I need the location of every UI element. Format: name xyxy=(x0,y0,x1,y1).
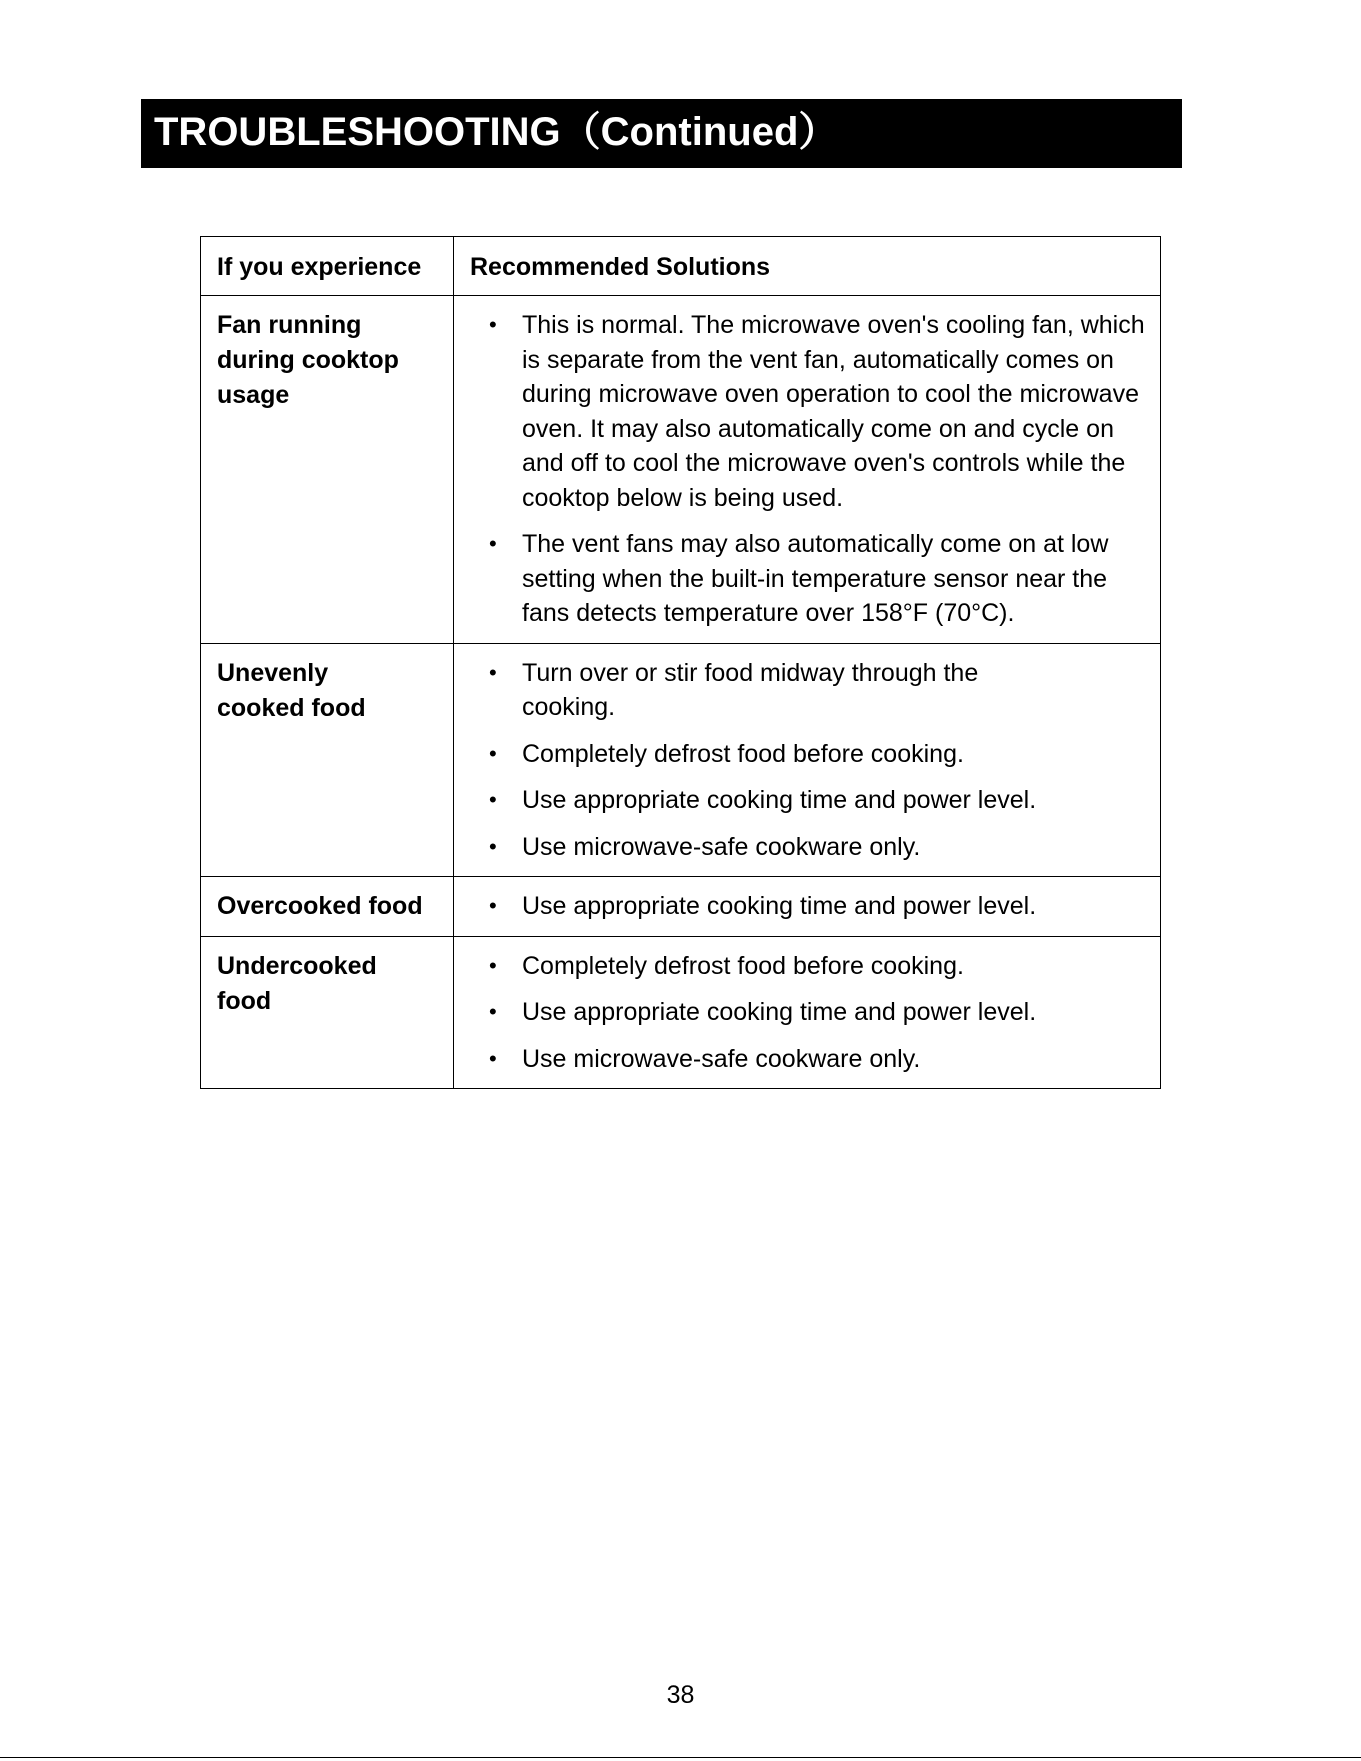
problem-text: Unevenly cooked food xyxy=(217,658,366,722)
table-row xyxy=(201,877,1161,937)
solutions-cell xyxy=(454,643,1161,877)
column-header-problem: If you experience xyxy=(201,237,454,296)
solution-list xyxy=(470,949,1148,1077)
solutions-cell xyxy=(454,936,1161,1089)
bullet-icon: • xyxy=(489,787,497,812)
solution-item xyxy=(470,995,1148,1030)
bullet-icon: • xyxy=(489,952,497,978)
problem-cell xyxy=(201,877,454,937)
solution-text: Use appropriate cooking time and power level. xyxy=(522,892,1037,920)
table-row xyxy=(201,296,1161,644)
solution-text: Use appropriate cooking time and power level. xyxy=(522,786,1037,814)
solution-list xyxy=(470,308,1148,631)
bullet-icon: • xyxy=(489,740,497,766)
solution-item xyxy=(470,737,1148,772)
solution-text: Use appropriate cooking time and power level. xyxy=(522,998,1037,1026)
solution-text: Use microwave-safe cookware only. xyxy=(522,832,921,861)
solution-text: Use microwave-safe cookware only. xyxy=(522,1044,921,1073)
bullet-icon: • xyxy=(489,999,497,1024)
solution-list xyxy=(470,656,1148,865)
bullet-icon: • xyxy=(489,531,497,556)
solution-item xyxy=(470,783,1148,818)
table-row xyxy=(201,643,1161,877)
bottom-divider xyxy=(0,1757,1361,1758)
bullet-icon: • xyxy=(489,893,497,918)
troubleshooting-table xyxy=(200,236,1161,1089)
solution-item xyxy=(470,656,1148,725)
bullet-icon: • xyxy=(489,659,497,685)
table-row xyxy=(201,936,1161,1089)
page-title: TROUBLESHOOTING（Continued） xyxy=(154,110,839,154)
solution-item xyxy=(470,527,1148,631)
solution-item xyxy=(470,889,1148,924)
column-header-solutions: Recommended Solutions xyxy=(454,237,1161,296)
solution-text: Turn over or stir food midway through the cooking. xyxy=(522,658,979,721)
solution-item xyxy=(470,308,1148,515)
page-number: 38 xyxy=(666,1681,695,1709)
bullet-icon: • xyxy=(489,1045,497,1071)
problem-cell xyxy=(201,936,454,1089)
solutions-cell xyxy=(454,296,1161,644)
solution-item xyxy=(470,949,1148,984)
problem-text: Overcooked food xyxy=(217,892,423,920)
table-header-row xyxy=(201,237,1161,296)
section-header-bar xyxy=(141,99,1182,168)
bullet-icon: • xyxy=(489,833,497,859)
problem-text: Undercooked food xyxy=(217,951,377,1015)
solution-item xyxy=(470,1042,1148,1077)
solution-item xyxy=(470,830,1148,865)
problem-cell xyxy=(201,643,454,877)
bullet-icon: • xyxy=(489,312,497,337)
solution-text: Completely defrost food before cooking. xyxy=(522,739,964,768)
solution-list xyxy=(470,889,1148,924)
solution-text: Completely defrost food before cooking. xyxy=(522,951,964,980)
solution-text: The vent fans may also automatically come on at low setting when the built-in temperature sensor near the fans detects temperature over 158°F (70°C). xyxy=(522,530,1109,627)
problem-text: Fan running during cooktop usage xyxy=(217,311,399,409)
problem-cell xyxy=(201,296,454,644)
solution-text: This is normal. The microwave oven's cooling fan, which is separate from the vent fan, automatically comes on during microwave oven operation to cool the microwave oven. It may also automatically come on and cycle on and off to cool the microwave oven's controls while the cooktop below is being used. xyxy=(522,311,1145,512)
solutions-cell xyxy=(454,877,1161,937)
